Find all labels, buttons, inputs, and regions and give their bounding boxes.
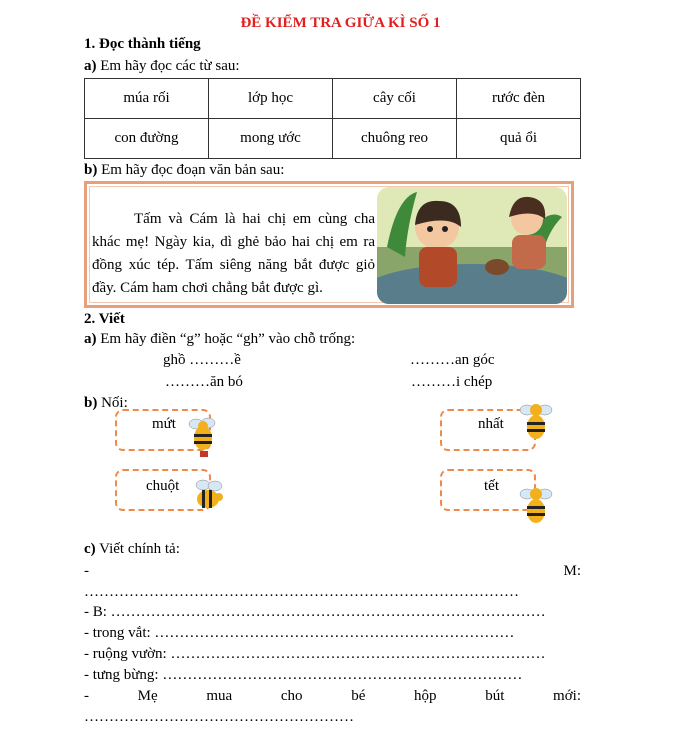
section2-heading: 2. Viết — [84, 311, 125, 327]
word-cell: lớp học — [209, 79, 333, 119]
word-cell: cây cối — [333, 79, 457, 119]
page-title: ĐỀ KIỂM TRA GIỮA KÌ SỐ 1 — [240, 15, 441, 31]
fill-blank-4: ………i chép — [411, 374, 493, 390]
fill-blank-3: ………ăn bó — [165, 374, 243, 390]
dictation-word: hộp — [414, 688, 437, 704]
part-a-text: Em hãy đọc các từ sau: — [100, 58, 240, 74]
dictation-word: - — [84, 688, 89, 704]
part-b-label: b) — [84, 395, 98, 411]
story-text: Tấm và Cám là hai chị em cùng cha khác mẹ! Ngày kia, dì ghẻ bảo hai chị em ra đồng xúc tép. Tấm siêng năng bắt được giỏ đầy. Cám ham chơi chẳng bắt được gì. — [92, 211, 375, 296]
section2-part-c — [84, 541, 180, 558]
part-b-text: Em hãy đọc đoạn văn bản sau: — [101, 162, 285, 178]
word-cell: con đường — [85, 119, 209, 159]
dictation-line-3[interactable]: - trong vắt: ……………………………………………………………… — [84, 625, 515, 641]
dictation-dots-1[interactable]: …………………………………………………………………………… — [84, 584, 519, 600]
section2-part-a — [84, 331, 355, 348]
dictation-line-6 — [84, 688, 581, 705]
dictation-line-2[interactable]: - B: …………………………………………………………………………… — [84, 604, 546, 620]
word-table — [84, 78, 581, 159]
part-a-label: a) — [84, 331, 97, 347]
word-cell: quả ổi — [457, 119, 581, 159]
bee-icon — [519, 484, 553, 526]
match-word: tết — [484, 478, 499, 494]
story-box — [84, 181, 574, 308]
dictation-line-1 — [84, 563, 581, 580]
dictation-word: Mẹ — [137, 688, 158, 704]
part-a-label: a) — [84, 58, 97, 74]
part-c-text: Viết chính tả: — [99, 541, 180, 557]
dictation-line-5[interactable]: - tưng bừng: ……………………………………………………………… — [84, 667, 523, 683]
fill-blank-1: ghồ ………ề — [163, 352, 241, 368]
part-a-text: Em hãy điền “g” hoặc “gh” vào chỗ trống: — [100, 331, 356, 347]
dictation-word: M: — [563, 563, 581, 579]
word-cell: chuông reo — [333, 119, 457, 159]
dictation-word: bút — [485, 688, 505, 704]
match-word: chuột — [146, 478, 180, 494]
tam-cam-illustration — [377, 187, 567, 304]
dictation-word: mới: — [553, 688, 581, 704]
match-word: mứt — [152, 416, 176, 432]
dictation-dots-6[interactable]: ……………………………………………… — [84, 709, 354, 725]
dictation-line-4[interactable]: - ruộng vườn: ………………………………………………………………… — [84, 646, 546, 662]
section1-part-a — [84, 58, 240, 75]
bee-icon — [519, 400, 553, 442]
match-word: nhất — [478, 416, 504, 432]
table-row — [85, 79, 581, 119]
dictation-dash: - — [84, 563, 89, 579]
bee-icon — [186, 416, 220, 458]
dictation-word: cho — [280, 688, 303, 704]
section1-part-b — [84, 162, 284, 179]
section1-heading: 1. Đọc thành tiếng — [84, 36, 201, 52]
bee-icon — [191, 478, 225, 512]
fill-blank-2: ………an góc — [410, 352, 495, 368]
word-cell: mong ước — [209, 119, 333, 159]
part-b-text: Nối: — [101, 395, 128, 411]
table-row — [85, 119, 581, 159]
word-cell: rước đèn — [457, 79, 581, 119]
dictation-word: bé — [351, 688, 366, 704]
word-cell: múa rối — [85, 79, 209, 119]
part-b-label: b) — [84, 162, 98, 178]
part-c-label: c) — [84, 541, 96, 557]
dictation-word: mua — [206, 688, 233, 704]
